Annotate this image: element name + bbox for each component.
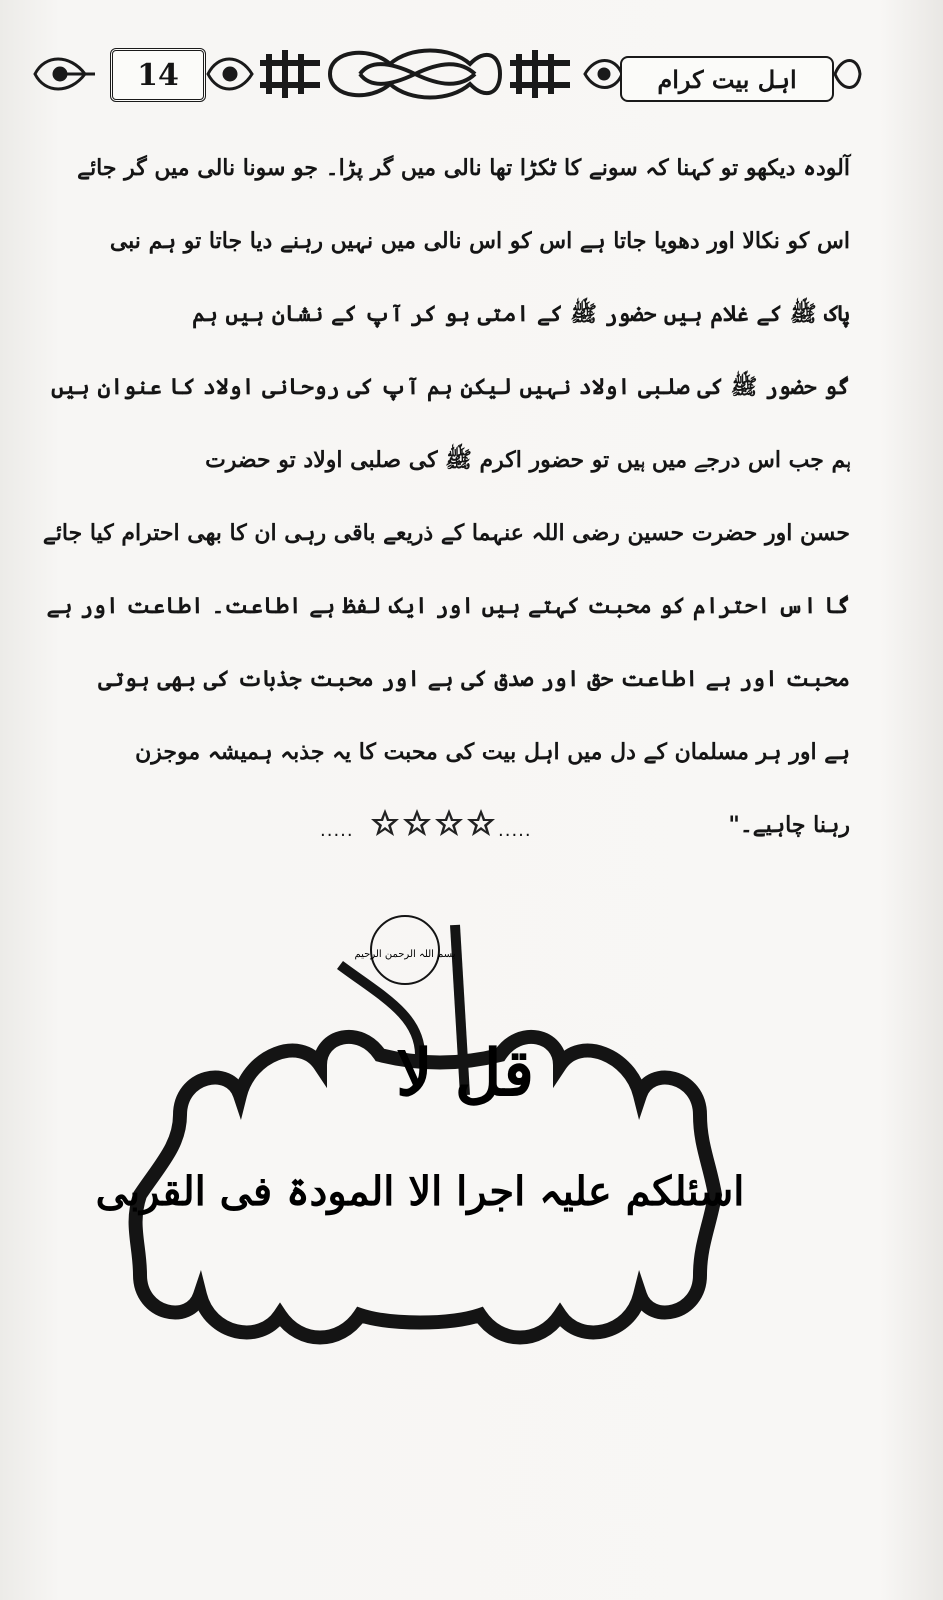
text-line: گا اس احترام کو محبت کہتے ہیں اور ایک لفظ ہے اطاعت۔ اطاعت اور ہے bbox=[46, 593, 850, 619]
text-line: اس کو نکالا اور دھویا جاتا ہے اس کو اس نالی میں نہیں رہنے دیا جاتا تو ہم نبی bbox=[109, 228, 850, 254]
running-title: اہل بیت کرام bbox=[657, 64, 797, 94]
page-number-frame bbox=[110, 48, 206, 102]
star-icon bbox=[434, 808, 464, 838]
bismillah-medallion: بسم اللہ الرحمن الرحیم bbox=[354, 949, 456, 960]
calligraphy-main-text: اسئلکم علیہ اجرا الا المودۃ فی القربی bbox=[95, 1168, 745, 1215]
text-line: گو حضور ﷺ کی صلبی اولاد نہیں لیکن ہم آپ کی روحانی اولاد کا عنوان ہیں bbox=[51, 374, 850, 400]
star-icon bbox=[402, 808, 432, 838]
separator-dots-left: ..... bbox=[320, 820, 354, 841]
text-line: رہنا چاہیے۔" bbox=[728, 812, 850, 838]
page-header bbox=[30, 40, 860, 110]
section-separator bbox=[320, 808, 550, 848]
text-line: پاک ﷺ کے غلام ہیں حضور ﷺ کے امتی ہو کر آپ کے نشان ہیں ہم bbox=[192, 301, 850, 327]
calligraphy-panel bbox=[95, 905, 745, 1345]
calligraphy-top-word: قل لا bbox=[396, 1036, 534, 1111]
running-title-frame bbox=[620, 56, 834, 102]
text-line: ہے اور ہر مسلمان کے دل میں اہل بیت کی محبت کا یہ جذبہ ہمیشہ موجزن bbox=[135, 739, 850, 765]
star-icon bbox=[466, 808, 496, 838]
separator-stars bbox=[370, 808, 496, 838]
star-icon bbox=[370, 808, 400, 838]
text-line: آلودہ دیکھو تو کہنا کہ سونے کا ٹکڑا تھا نالی میں گر پڑا۔ جو سونا نالی میں گر جائے bbox=[77, 155, 850, 181]
body-paragraph bbox=[42, 138, 850, 868]
page-number: 14 bbox=[137, 57, 179, 93]
text-line: حسن اور حضرت حسین رضی اللہ عنہما کے ذریعے باقی رہی ان کا بھی احترام کیا جائے bbox=[42, 520, 850, 546]
separator-dots-right: ..... bbox=[498, 820, 532, 841]
text-line: ہم جب اس درجے میں ہیں تو حضور اکرم ﷺ کی صلبی اولاد تو حضرت bbox=[205, 447, 850, 473]
text-line: محبت اور ہے اطاعت حق اور صدق کی ہے اور محبت جذبات کی بھی ہوتی bbox=[98, 666, 850, 692]
